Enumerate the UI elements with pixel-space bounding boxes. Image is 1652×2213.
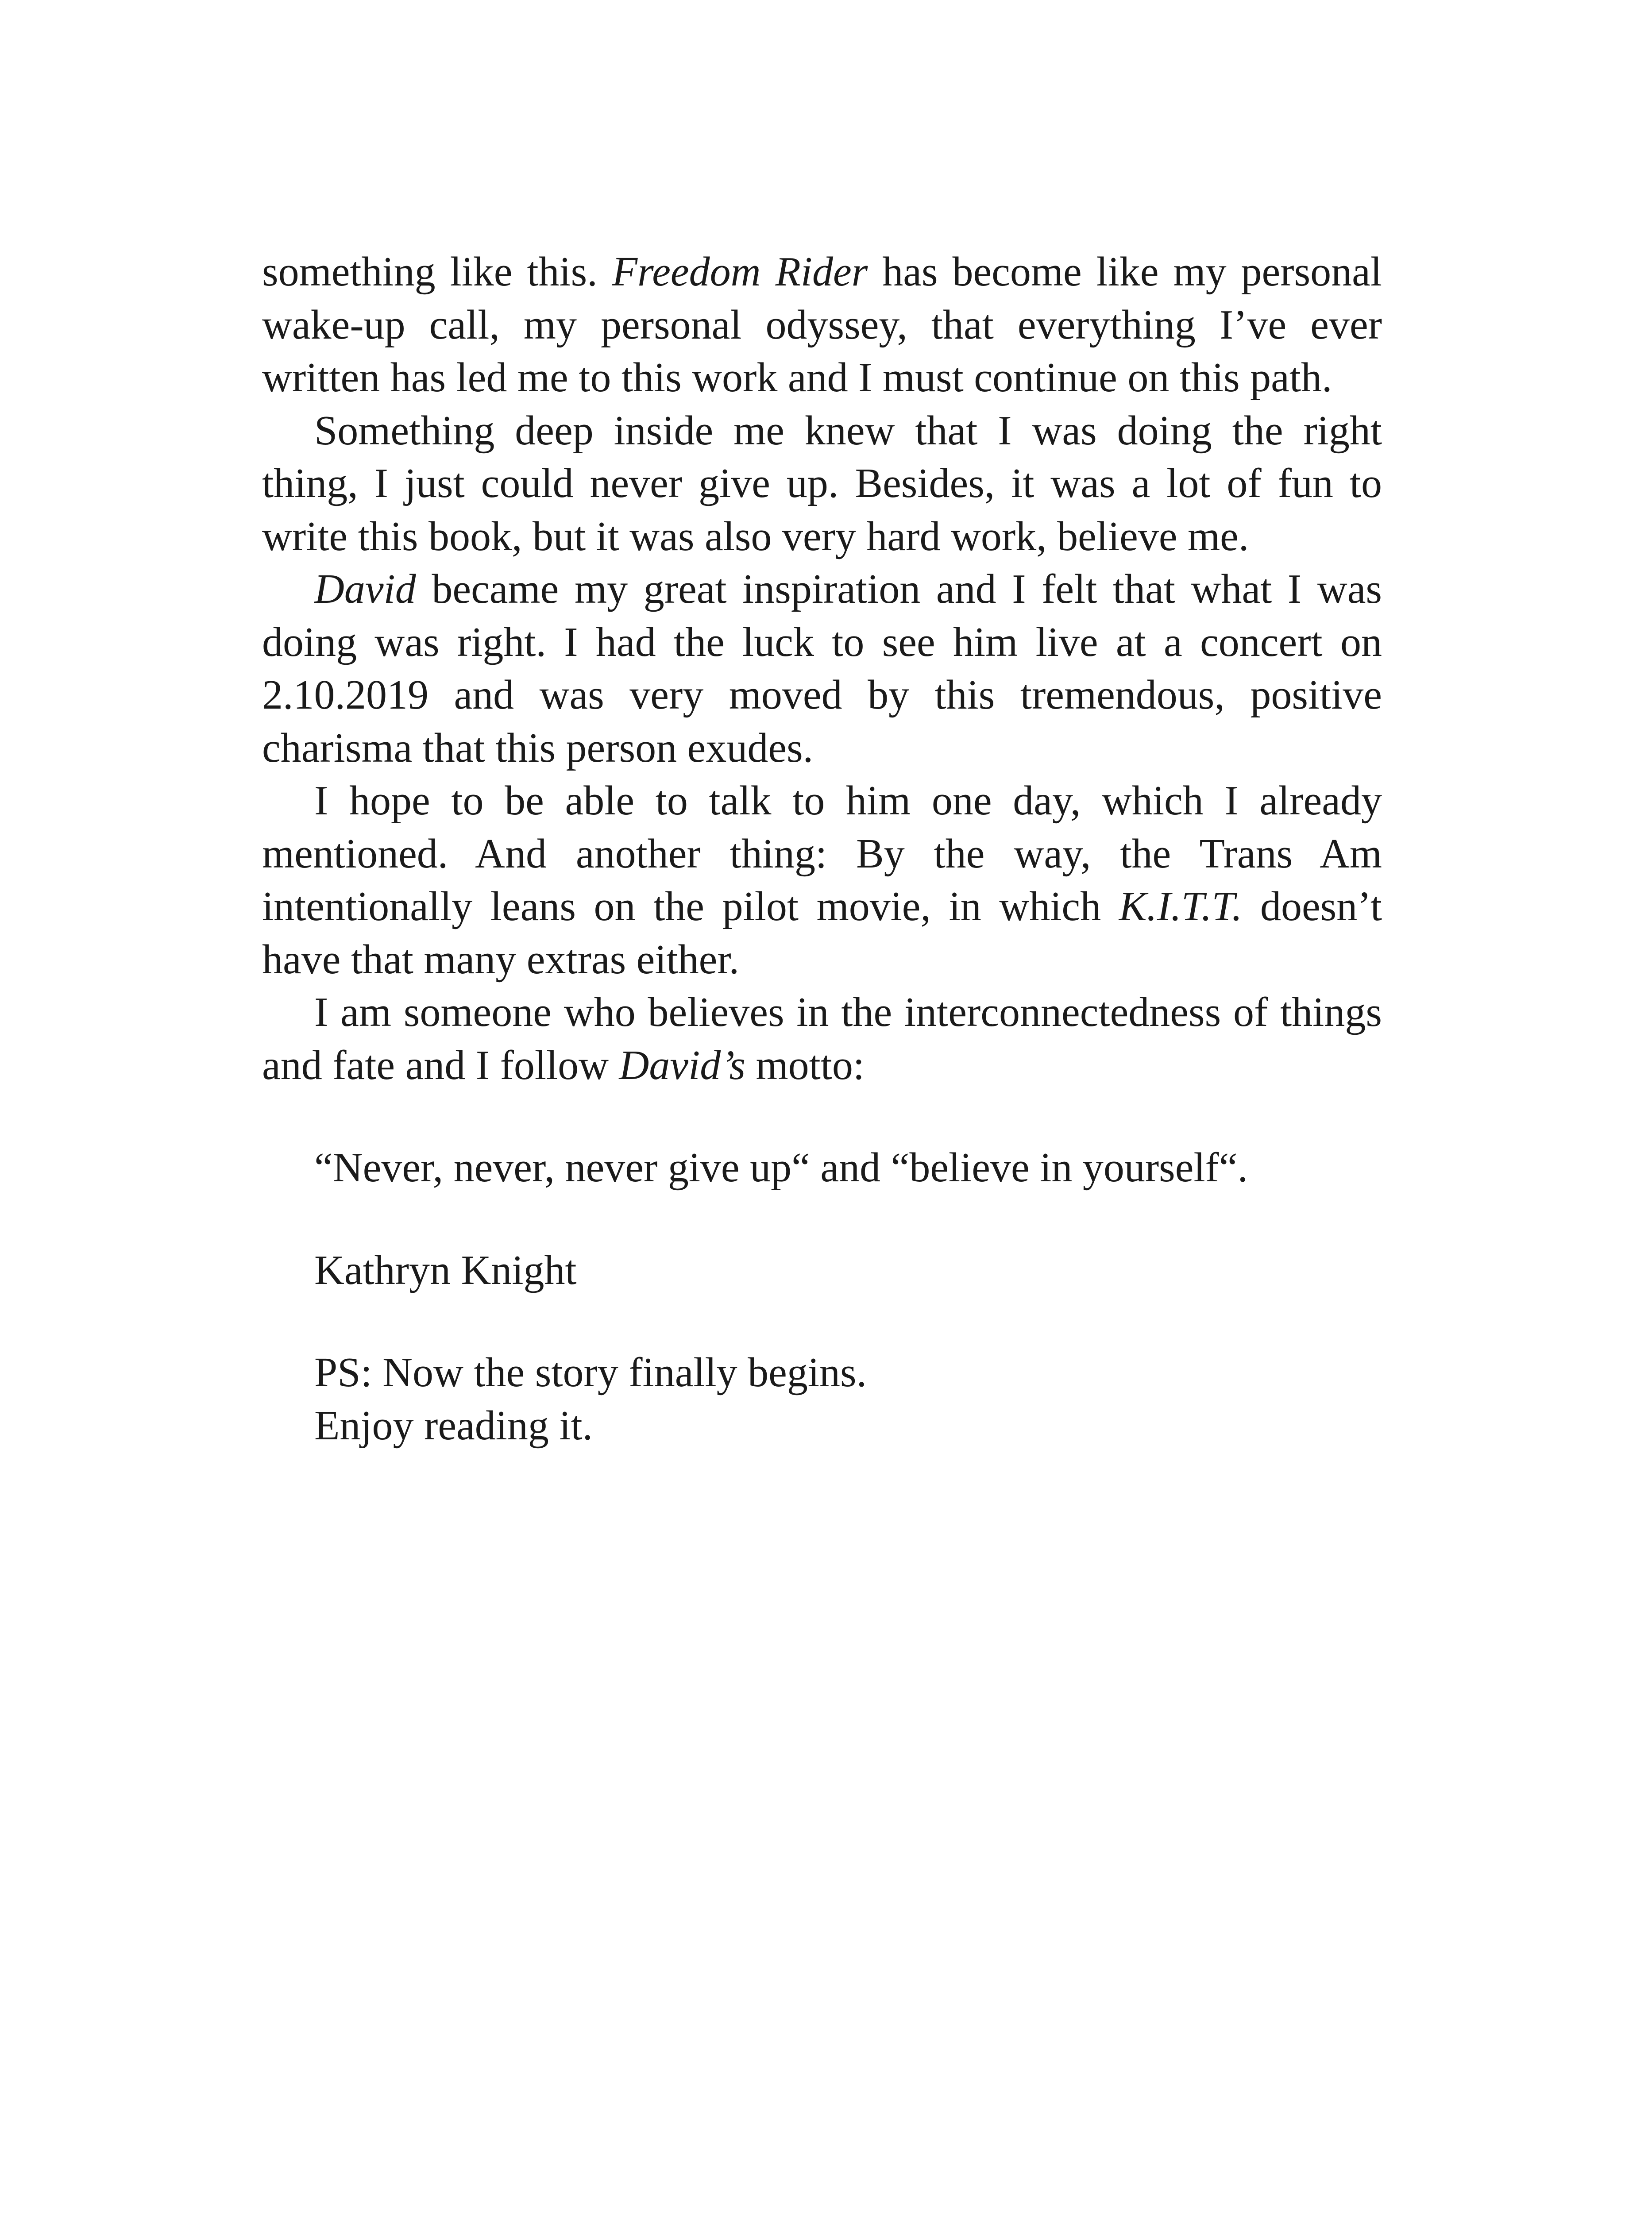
body-text: [262, 246, 1382, 1452]
paragraph-2: Something deep inside me knew that I was doing the right thing, I just could never give up. Besides, it was a lot of fun to write this book, but it was also very hard work, believe me.: [262, 407, 1382, 559]
book-title-freedom-rider: Freedom Rider: [612, 249, 868, 295]
spacer: [262, 1092, 1382, 1141]
name-davids: David’s: [619, 1042, 746, 1088]
paragraph-3: [262, 563, 1382, 775]
postscript-line-2: Enjoy reading it.: [314, 1402, 593, 1449]
name-david: David: [314, 566, 416, 612]
paragraph-4-text-a: I hope to be able to talk to him one day, which I already mentioned. And another thing: By the way, the Trans Am intentionally leans on the pilot movie, in which: [262, 778, 1382, 929]
paragraph-1: [262, 246, 1382, 405]
author-signature: Kathryn Knight: [314, 1247, 577, 1293]
paragraph-1-text-a: something like this.: [262, 249, 612, 295]
paragraph-4: [262, 775, 1382, 986]
paragraph-5-text-a: I am someone who believes in the interconnectedness of things and fate and I follow: [262, 989, 1382, 1088]
paragraph-5: [262, 986, 1382, 1092]
spacer: [262, 1195, 1382, 1244]
name-kitt: K.I.T.T.: [1119, 883, 1243, 929]
paragraph-4-text-b: doesn’t have that many extras either.: [262, 883, 1382, 983]
paragraph-1-text-b: has become like my personal wake-up call, my personal odyssey, that everything I’ve ever written has led me to this work and I must continue on this path.: [262, 249, 1382, 401]
motto-quote: “Never, never, never give up“ and “believe in yourself“.: [314, 1145, 1248, 1191]
paragraph-5-text-b: motto:: [745, 1042, 865, 1088]
postscript-line-1: PS: Now the story finally begins.: [314, 1349, 867, 1396]
paragraph-3-text: became my great inspiration and I felt that what I was doing was right. I had the luck to see him live at a concert on 2.10.2019 and was very moved by this tremendous, positive charisma that this person exudes.: [262, 566, 1382, 771]
spacer: [262, 1297, 1382, 1346]
